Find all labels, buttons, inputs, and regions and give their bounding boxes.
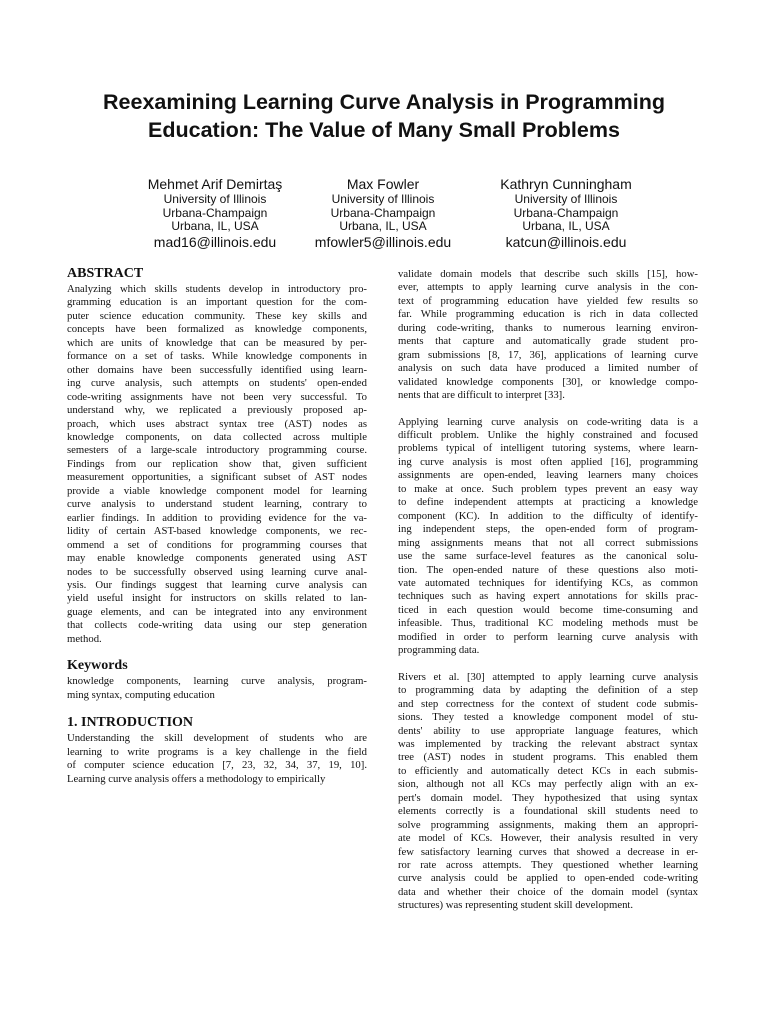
text-line: formance on a set of tasks. While knowledge components in bbox=[67, 350, 367, 363]
text-line: earlier findings. In addition to providing evidence for the va- bbox=[67, 511, 367, 524]
text-line: curve analysis to understand student learning, contrary to bbox=[67, 498, 367, 511]
text-line: Findings from our replication show that, given sufficient bbox=[67, 457, 367, 470]
text-line: guage elements, and can be integrated into any environment bbox=[67, 605, 367, 618]
text-line: proach, which uses abstract syntax tree (AST) nodes as bbox=[67, 417, 367, 430]
text-line: gramming education is an important question for the com- bbox=[67, 296, 367, 309]
keywords-heading: Keywords bbox=[67, 658, 128, 674]
text-line: nodes to be successfully observed using learning curve anal- bbox=[67, 565, 367, 578]
text-line: ate model of KCs. However, their analysis resulted in very bbox=[398, 832, 698, 845]
text-line: few satisfactory learning curves that showed a decrease in er- bbox=[398, 845, 698, 858]
text-line: curve analysis could be applied to open-ended code-writing bbox=[398, 872, 698, 885]
author-affiliation: University of Illinois bbox=[163, 192, 267, 206]
intro-body bbox=[67, 732, 367, 786]
author-location: Urbana, IL, USA bbox=[171, 219, 259, 233]
text-line: validate domain models that describe such skills [15], how- bbox=[398, 268, 698, 280]
text-line: tree (AST) nodes in student programs. This enabled them bbox=[398, 751, 698, 764]
text-line: dents' ability to use appropriate language features, which bbox=[398, 724, 698, 737]
text-line: may enable knowledge components generated using AST bbox=[67, 552, 367, 565]
text-line: elements correctly is a foundational skill students need to bbox=[398, 805, 698, 818]
text-line: understand why, we replicated a previously proposed ap- bbox=[67, 404, 367, 417]
author-name: Mehmet Arif Demirtaş bbox=[147, 176, 283, 192]
text-line: ysis. Our findings suggest that learning curve analysis can bbox=[67, 578, 367, 591]
text-line: use the same surface-level features as the canonical solu- bbox=[398, 550, 698, 563]
text-line: knowledge components, learning curve analysis, program- bbox=[67, 675, 367, 688]
text-line: tion. The open-ended nature of these questions also moti- bbox=[398, 563, 698, 576]
text-line: yield useful insight for instructors on skills related to lan- bbox=[67, 592, 367, 605]
left-column bbox=[67, 265, 367, 786]
text-line: problems typical of intelligent tutoring systems, where learn- bbox=[398, 442, 698, 455]
text-line: was implemented by tracking the relevant abstract syntax bbox=[398, 737, 698, 750]
text-line: ommend a set of conditions for programming courses that bbox=[67, 538, 367, 551]
abstract-body bbox=[67, 283, 367, 646]
text-line: nents that are difficult to interpret [33]. bbox=[398, 389, 565, 402]
author-location: Urbana, IL, USA bbox=[339, 219, 427, 233]
text-line: text of programming education have yielded few results so bbox=[398, 294, 698, 307]
text-line: to define independent attempts at practicing a knowledge bbox=[398, 496, 698, 509]
text-line: solve programming assignments, making them an appropri- bbox=[398, 818, 698, 831]
text-line: and step correctness for the context of student code submis- bbox=[398, 697, 698, 710]
author-name: Max Fowler bbox=[346, 176, 420, 192]
text-line: sion, although not all KCs may perfectly align with an ex- bbox=[398, 778, 698, 791]
text-line: ing independent steps, the open-ended form of program- bbox=[398, 523, 698, 536]
text-line: analysis on such data have produced a limited number of bbox=[398, 362, 698, 375]
author-affiliation: University of Illinois bbox=[331, 192, 435, 206]
text-line: structures) was representing student skill development. bbox=[398, 899, 634, 912]
text-line: Understanding the skill development of students who are bbox=[67, 732, 367, 745]
text-line: techniques such as having expert annotations for skills prac- bbox=[398, 590, 698, 603]
paragraph bbox=[398, 268, 698, 403]
title-line: Education: The Value of Many Small Problems bbox=[148, 118, 620, 142]
text-line: modified in order to perform learning curve analysis with bbox=[398, 630, 698, 643]
text-line: learning to write programs is a key challenge in the field bbox=[67, 745, 367, 758]
text-line: to programming data by adapting the definition of a step bbox=[398, 684, 698, 697]
text-line: programming data. bbox=[398, 644, 480, 657]
text-line: other domains have been successfully identified using learn- bbox=[67, 363, 367, 376]
text-line: that collects code-writing data using our step generation bbox=[67, 619, 367, 632]
text-line: ing curve analysis is most often applied [16], programming bbox=[398, 455, 698, 468]
text-line: measurement opportunities, a significant subset of AST nodes bbox=[67, 471, 367, 484]
text-line: difficult problem. Unlike the highly constrained and focused bbox=[398, 428, 698, 441]
text-line: semesters of a large-scale introductory programming course. bbox=[67, 444, 367, 457]
text-line: Applying learning curve analysis on code-writing data is a bbox=[398, 415, 698, 428]
section-heading-introduction: 1. INTRODUCTION bbox=[67, 715, 194, 731]
text-line: concepts have been formalized as knowledge components, bbox=[67, 323, 367, 336]
text-line: knowledge components, on data collected across multiple bbox=[67, 430, 367, 443]
abstract-heading: ABSTRACT bbox=[67, 266, 144, 281]
paragraph bbox=[398, 671, 698, 913]
text-line: during code-writing, thanks to numerous learning environ- bbox=[398, 321, 698, 334]
title-line: Reexamining Learning Curve Analysis in Programming bbox=[103, 90, 665, 114]
text-line: ever, attempts to apply learning curve analysis in the con- bbox=[398, 281, 698, 294]
text-line: validated knowledge components [30], or knowledge compo- bbox=[398, 375, 698, 388]
keywords-body bbox=[67, 675, 367, 702]
text-line: provide a viable knowledge component model for learning bbox=[67, 484, 367, 497]
text-line: ror rate across attempts. They questioned whether learning bbox=[398, 859, 698, 872]
author-location: Urbana, IL, USA bbox=[522, 219, 610, 233]
text-line: far. While programming education is rich in data collected bbox=[398, 308, 698, 321]
text-line: ming syntax, computing education bbox=[67, 688, 215, 701]
paragraph bbox=[398, 416, 698, 658]
text-line: method. bbox=[67, 632, 102, 645]
text-line: Learning curve analysis offers a methodology to empirically bbox=[67, 772, 326, 785]
author-affiliation: Urbana-Champaign bbox=[162, 205, 268, 220]
text-line: to make at once. Such problem types prevent an easy way bbox=[398, 482, 698, 495]
text-line: Analyzing which skills students develop in introductory pro- bbox=[67, 283, 367, 295]
text-line: ticed in each question would become time-consuming and bbox=[398, 603, 698, 616]
text-line: code-writing assignments have not been very successful. To bbox=[67, 390, 367, 403]
text-line: gram submissions [8, 17, 36], applications of learning curve bbox=[398, 348, 698, 361]
text-line: lidity of certain AST-based knowledge components, we rec- bbox=[67, 525, 367, 538]
text-line: vate automated techniques for identifying KCs, as common bbox=[398, 576, 698, 589]
paper-title bbox=[40, 88, 728, 144]
text-line: ming assignments means that not all correct submissions bbox=[398, 536, 698, 549]
text-line: ments that capture and automatically grade student pro- bbox=[398, 335, 698, 348]
author-email: katcun@illinois.edu bbox=[505, 233, 627, 250]
author-affiliation: Urbana-Champaign bbox=[330, 205, 436, 220]
text-line: data and whether their choice of the domain model (syntax bbox=[398, 885, 698, 898]
text-line: pert's domain model. They hypothesized that using syntax bbox=[398, 791, 698, 804]
author-name: Kathryn Cunningham bbox=[500, 176, 632, 192]
text-line: component (KC). In addition to the difficulty of identify- bbox=[398, 509, 698, 522]
author-email: mad16@illinois.edu bbox=[153, 233, 277, 250]
right-column bbox=[398, 268, 698, 913]
text-line: assignments are open-ended, leaving learners many choices bbox=[398, 469, 698, 482]
author-affiliation: University of Illinois bbox=[514, 192, 618, 206]
text-line: of computer science education [7, 23, 32, 34, 37, 19, 10]. bbox=[67, 759, 367, 772]
author-block bbox=[456, 176, 676, 250]
text-line: puter science education community. These key skills and bbox=[67, 309, 367, 322]
text-line: to efficiently and automatically detect KCs in each submis- bbox=[398, 764, 698, 777]
author-email: mfowler5@illinois.edu bbox=[314, 233, 452, 250]
text-line: infeasible. Thus, traditional KC modeling methods must be bbox=[398, 617, 698, 630]
text-line: Rivers et al. [30] attempted to apply learning curve analysis bbox=[398, 670, 698, 683]
author-affiliation: Urbana-Champaign bbox=[513, 205, 619, 220]
text-line: which are units of knowledge that can be measured by per- bbox=[67, 336, 367, 349]
text-line: ing curve analysis, such attempts on students' open-ended bbox=[67, 377, 367, 390]
text-line: sions. They tested a knowledge component model of stu- bbox=[398, 711, 698, 724]
